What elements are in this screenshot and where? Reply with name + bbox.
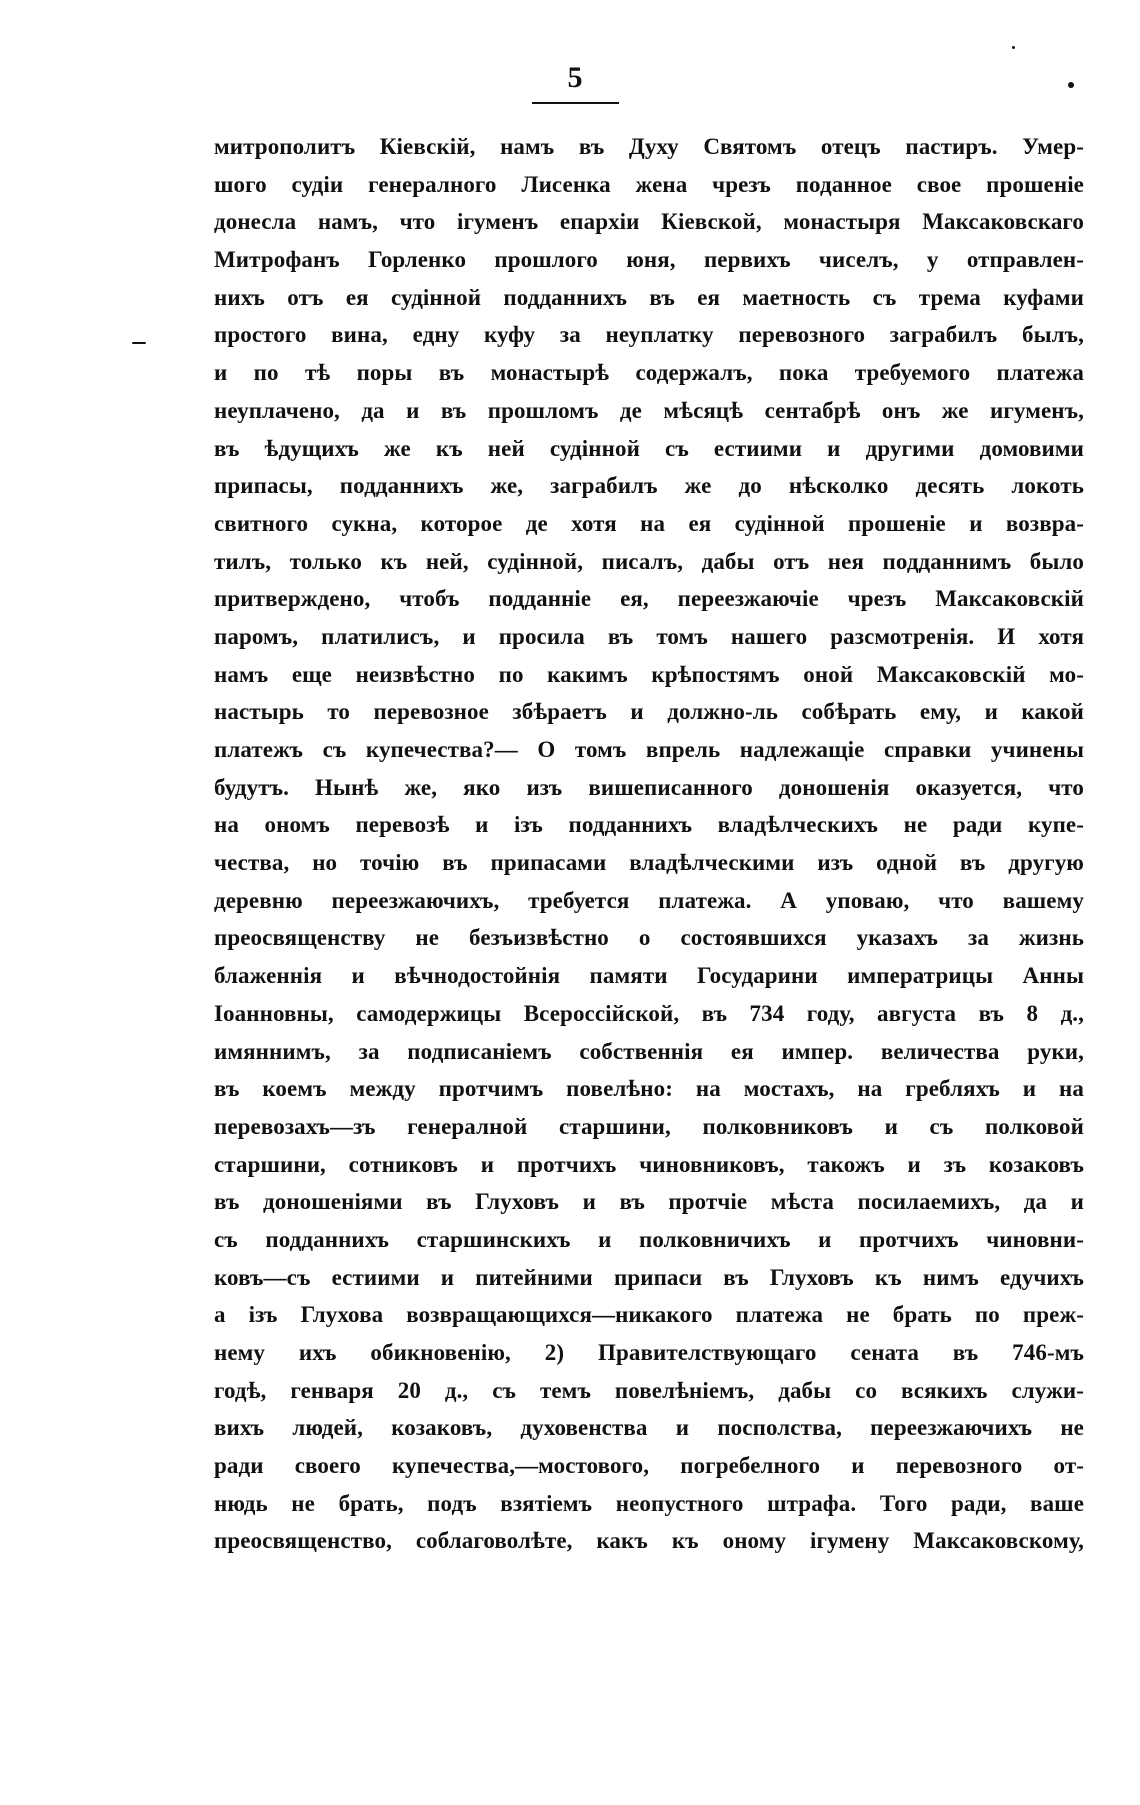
text-line: преосвященству не безъизвѣстно о состоявшихся указахъ за жизнь: [214, 925, 1084, 951]
text-line: годѣ, генваря 20 д., съ темъ повелѣніемъ, дабы со всякихъ служи-: [214, 1377, 1084, 1403]
text-line: въ доношеніями въ Глуховъ и въ протчіе мѣста посилаемихъ, да и: [214, 1189, 1084, 1215]
text-line: на ономъ перевозѣ и ізъ подданнихъ владѣлческихъ не ради купе-: [214, 812, 1084, 838]
body-text: [214, 128, 1084, 1560]
text-line: свитного сукна, которое де хотя на ея судінной прошеніе и возвра-: [214, 510, 1084, 536]
text-line: нему ихъ обикновенію, 2) Правителствующаго сената въ 746-мъ: [214, 1340, 1084, 1365]
text-line: старшини, сотниковъ и протчихъ чиновниковъ, такожъ и зъ козаковъ: [214, 1151, 1084, 1177]
text-line: а ізъ Глухова возвращающихся—никакого платежа не брать по преж-: [214, 1302, 1084, 1328]
text-line: будутъ. Нынѣ же, яко изъ вишеписанного доношенія оказуется, что: [214, 774, 1084, 800]
text-line: неуплачено, да и въ прошломъ де мѣсяцѣ сентабрѣ онъ же игуменъ,: [214, 397, 1084, 423]
text-line: намъ еще неизвѣстно по какимъ крѣпостямъ оной Максаковскій мо-: [214, 661, 1084, 687]
text-line: платежъ съ купечества?— О томъ впрель надлежащіе справки учинены: [214, 737, 1084, 762]
text-line: митрополитъ Кіевскій, намъ въ Духу Святомъ отецъ пастиръ. Умер-: [214, 134, 1084, 159]
text-line: простого вина, едну куфу за неуплатку перевозного заграбилъ былъ,: [214, 322, 1084, 348]
margin-mark: [132, 342, 146, 344]
text-line: съ подданнихъ старшинскихъ и полковничихъ и протчихъ чиновни-: [214, 1226, 1084, 1252]
page-number-area: [0, 60, 1140, 104]
text-line: ради своего купечества,—мостового, погребелного и перевозного от-: [214, 1453, 1084, 1479]
text-line: нихъ отъ ея судінной подданнихъ въ ея маетность съ трема куфами: [214, 284, 1084, 310]
text-line: имяннимъ, за подписаніемъ собственнія ея импер. величества руки,: [214, 1038, 1084, 1064]
text-line: ковъ—съ естиими и питейними припаси въ Глуховъ къ нимъ едучихъ: [214, 1264, 1084, 1290]
print-speck: [1012, 46, 1015, 49]
text-line: перевозахъ—зъ генералной старшини, полковниковъ и съ полковой: [214, 1113, 1084, 1139]
text-line: и по тѣ поры въ монастырѣ содержалъ, пока требуемого платежа: [214, 360, 1084, 386]
text-line: нюдь не брать, подъ взятіемъ неопустного штрафа. Того ради, ваше: [214, 1490, 1084, 1516]
text-line: въ коемъ между протчимъ повелѣно: на мостахъ, на гребляхъ и на: [214, 1076, 1084, 1102]
text-line: притверждено, чтобъ подданніе ея, переезжаючіе чрезъ Максаковскій: [214, 586, 1084, 612]
text-line: тилъ, только къ ней, судінной, писалъ, дабы отъ нея подданнимъ было: [214, 548, 1084, 574]
text-line: Митрофанъ Горленко прошлого юня, первихъ чиселъ, у отправлен-: [214, 247, 1084, 273]
text-line: въ ѣдущихъ же къ ней судінной съ естиими и другими домовими: [214, 435, 1084, 461]
text-line: преосвященство, соблаговолѣте, какъ къ оному ігумену Максаковскому,: [214, 1528, 1084, 1554]
text-line: Іоанновны, самодержицы Всероссійской, въ 734 году, августа въ 8 д.,: [214, 1000, 1084, 1026]
text-line: чества, но точію въ припасами владѣлческими изъ одной въ другую: [214, 850, 1084, 876]
text-line: паромъ, платилисъ, и просила въ томъ нашего разсмотренія. И хотя: [214, 623, 1084, 649]
text-line: припасы, подданнихъ же, заграбилъ же до нѣсколко десять локоть: [214, 473, 1084, 499]
text-line: деревню переезжаючихъ, требуется платежа. А уповаю, что вашему: [214, 887, 1084, 913]
text-line: вихъ людей, козаковъ, духовенства и посполства, переезжаючихъ не: [214, 1415, 1084, 1441]
text-line: донесла намъ, что ігуменъ епархіи Кіевской, монастыря Максаковскаго: [214, 209, 1084, 235]
text-line: настырь то перевозное збѣраетъ и должно-ль собѣрать ему, и какой: [214, 699, 1084, 725]
text-line: шого судіи генералного Лисенка жена чрезъ поданное свое прошеніе: [214, 171, 1084, 197]
page-number: 5: [532, 60, 619, 104]
text-line: блаженнія и вѣчнодостойнія памяти Государини императрицы Анны: [214, 963, 1084, 989]
print-speck: [1068, 82, 1074, 88]
